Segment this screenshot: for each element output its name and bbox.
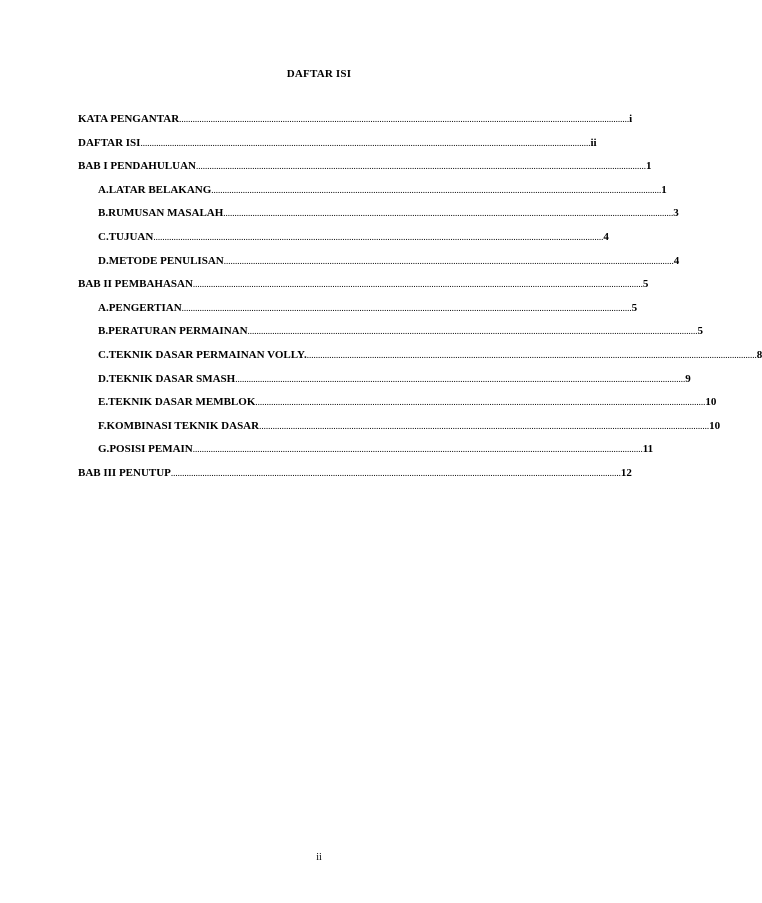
- toc-entry: [78, 136, 597, 161]
- dot-leader: ........................................................................................................................................................................................................: [179, 114, 630, 124]
- dot-leader: ........................................................................................................................................................................................................: [255, 397, 706, 408]
- toc-entry: [78, 278, 649, 302]
- toc-entry-label: RUMUSAN MASALAH: [108, 207, 224, 220]
- toc-entry-page: 10: [709, 419, 721, 432]
- toc-entry-label: LATAR BELAKANG: [108, 183, 212, 196]
- toc-entry-page: 12: [620, 466, 632, 479]
- toc-entry: [78, 466, 632, 491]
- toc-entry-number: E.: [98, 396, 109, 409]
- toc-entry-label: TEKNIK DASAR SMASH: [108, 372, 236, 385]
- page-title: DAFTAR ISI: [286, 68, 352, 80]
- toc-entry: [78, 160, 652, 184]
- dot-leader: ........................................................................................................................................................................................................: [235, 373, 686, 384]
- toc-entry-number: D.: [98, 372, 109, 385]
- toc-entry-number: C.: [98, 230, 109, 243]
- dot-leader: ........................................................................................................................................................................................................: [247, 326, 698, 337]
- dot-leader: ........................................................................................................................................................................................................: [211, 184, 662, 195]
- toc-entry: [78, 372, 691, 397]
- toc-entry-number: B.: [98, 325, 109, 338]
- toc-entry-number: F.: [98, 419, 107, 432]
- dot-leader: ........................................................................................................................................................................................................: [192, 279, 643, 290]
- page-number: ii: [316, 852, 322, 863]
- toc-entry-number: A.: [98, 183, 109, 196]
- toc-entry-page: ii: [590, 136, 597, 149]
- toc-entry-page: 5: [631, 301, 638, 314]
- toc-entry: [78, 207, 679, 231]
- toc-entry-label: METODE PENULISAN: [108, 254, 224, 267]
- dot-leader: ........................................................................................................................................................................................................: [153, 231, 604, 242]
- toc-entry-label: PENGERTIAN: [108, 301, 182, 314]
- toc-entry-page: 4: [673, 254, 680, 267]
- toc-entry: [78, 230, 609, 255]
- toc-entry: [78, 396, 717, 420]
- toc-entry-label: KATA PENGANTAR: [78, 113, 180, 125]
- dot-leader: ........................................................................................................................................................................................................: [223, 255, 674, 266]
- toc-entry-label: TEKNIK DASAR MEMBLOK: [108, 396, 256, 409]
- toc-entry-number: C.: [98, 348, 109, 361]
- toc-entry: [78, 443, 654, 467]
- toc-entry: [78, 419, 721, 444]
- toc-entry-label: PERATURAN PERMAINAN: [108, 325, 248, 338]
- toc-entry: [78, 325, 704, 349]
- toc-entry-page: 4: [603, 230, 609, 243]
- toc-entry-number: D.: [98, 254, 109, 267]
- toc-entry-page: 9: [685, 372, 691, 385]
- toc-entry: [78, 348, 762, 373]
- dot-leader: ........................................................................................................................................................................................................: [259, 420, 710, 431]
- dot-leader: ........................................................................................................................................................................................................: [195, 161, 646, 172]
- toc-entry-page: 1: [645, 160, 652, 173]
- toc-entry-label: POSISI PEMAIN: [109, 443, 193, 456]
- dot-leader: ........................................................................................................................................................................................................: [192, 444, 643, 455]
- toc-entry-page: 3: [673, 207, 679, 220]
- toc-entry: [78, 183, 667, 208]
- toc-entry-number: B.: [98, 207, 109, 220]
- toc-entry-number: A.: [98, 301, 109, 314]
- toc-entry-label: BAB III PENUTUP: [78, 466, 171, 479]
- dot-leader: ........................................................................................................................................................................................................: [170, 467, 621, 478]
- toc-entry-page: 5: [697, 325, 704, 338]
- toc-entry-page: 5: [642, 278, 649, 291]
- dot-leader: ........................................................................................................................................................................................................: [181, 302, 632, 313]
- table-of-contents: [78, 113, 762, 491]
- toc-entry: [78, 254, 680, 279]
- toc-entry-page: 10: [705, 396, 717, 409]
- toc-entry-label: BAB II PEMBAHASAN: [78, 278, 193, 291]
- toc-entry: [78, 301, 638, 326]
- dot-leader: ........................................................................................................................................................................................................: [223, 208, 674, 219]
- toc-entry: [78, 113, 633, 137]
- toc-entry-page: i: [629, 113, 633, 125]
- toc-entry-label: TEKNIK DASAR PERMAINAN VOLLY.: [108, 348, 307, 361]
- toc-entry-label: BAB I PENDAHULUAN: [78, 160, 196, 173]
- toc-entry-page: 1: [661, 183, 667, 196]
- toc-entry-number: G.: [98, 443, 110, 456]
- dot-leader: ........................................................................................................................................................................................................: [306, 349, 757, 360]
- toc-entry-label: TUJUAN: [108, 230, 154, 243]
- dot-leader: ........................................................................................................................................................................................................: [140, 137, 591, 148]
- toc-entry-page: 8: [756, 348, 762, 361]
- toc-entry-label: DAFTAR ISI: [78, 136, 141, 149]
- toc-entry-page: 11: [642, 443, 654, 456]
- toc-entry-label: KOMBINASI TEKNIK DASAR: [106, 419, 260, 432]
